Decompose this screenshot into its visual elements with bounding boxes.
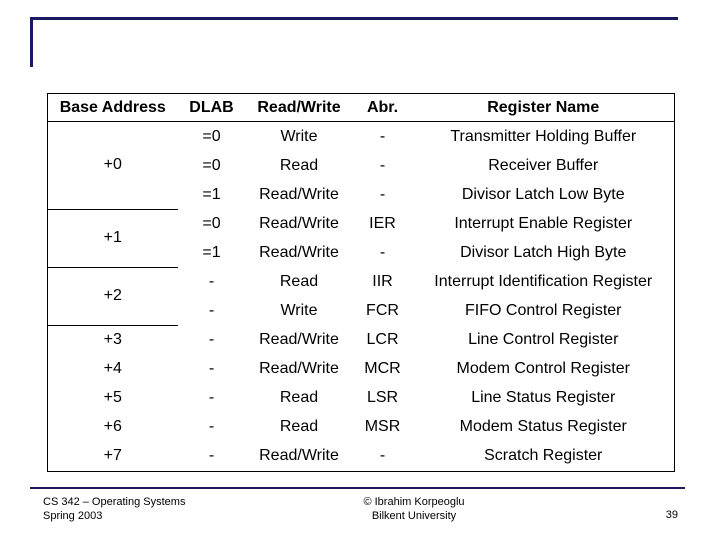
register-name-cell: Divisor Latch Low Byte [461,185,625,203]
abbreviation-cell: - [379,447,386,465]
dlab-cell: =0 [202,156,221,174]
base-address-cell: +4 [103,360,122,378]
register-name-cell: Receiver Buffer [488,156,599,174]
register-name-cell: Divisor Latch High Byte [460,243,627,261]
register-name-cell: Transmitter Holding Buffer [450,127,637,145]
read-write-cell: Read/Write [259,330,339,348]
register-name-cell: FIFO Control Register [465,301,622,319]
column-header-register-name: Register Name [413,94,675,122]
read-write-cell: Read/Write [259,185,339,203]
abbreviation-cell: - [379,127,386,145]
column-header-dlab: DLAB [178,94,246,122]
register-name-cell: Modem Control Register [456,360,630,378]
abbreviation-cell: - [379,156,386,174]
dlab-cell: - [208,272,215,290]
read-write-cell: Read [279,156,319,174]
dlab-cell: - [208,447,215,465]
register-name-cell: Scratch Register [484,447,603,465]
dlab-cell: =1 [202,243,221,261]
footer-course-name: CS 342 – Operating Systems [43,496,186,508]
dlab-cell: - [208,418,215,436]
dlab-cell: - [208,330,215,348]
base-address-cell: +0 [103,156,122,174]
read-write-cell: Read [279,389,319,407]
abbreviation-cell: FCR [366,301,399,319]
register-name-cell: Interrupt Identification Register [434,272,653,290]
register-name-cell: Line Control Register [468,330,619,348]
dlab-cell: - [208,389,215,407]
slide-frame-left-rule [30,17,33,67]
abbreviation-cell: - [379,243,386,261]
dlab-cell: =0 [202,127,221,145]
table-row [48,413,675,442]
abbreviation-cell: MCR [364,360,401,378]
abbreviation-cell: IER [369,214,396,232]
table-header-row [48,94,675,122]
base-address-cell: +6 [103,418,122,436]
footer-author: © Ibrahim Korpeoglu [363,496,465,508]
register-name-cell: Modem Status Register [459,418,627,436]
read-write-cell: Read [279,418,319,436]
abbreviation-cell: LSR [366,389,399,407]
base-address-cell: +2 [48,267,178,325]
read-write-cell: Read/Write [259,243,339,261]
column-header-base-address: Base Address [48,94,178,122]
read-write-cell: Write [280,127,318,145]
abbreviation-cell: MSR [364,418,401,436]
footer-term: Spring 2003 [43,510,103,522]
register-name-cell: Line Status Register [471,389,616,407]
footer-author-info [344,495,484,523]
base-address-cell: +3 [48,325,178,355]
dlab-cell: =0 [202,214,221,232]
base-address-cell: +1 [48,209,178,267]
footer-institution: Bilkent University [371,510,457,522]
base-address-cell: +7 [103,447,122,465]
footer-course-info [43,495,185,523]
dlab-cell: - [208,301,215,319]
table-row [48,209,675,238]
uart-register-table [47,93,675,472]
abbreviation-cell: IIR [372,272,393,290]
register-name-cell: Interrupt Enable Register [454,214,633,232]
table-row [48,267,675,296]
dlab-cell: - [208,360,215,378]
dlab-cell: =1 [202,185,221,203]
table-row [48,384,675,413]
slide-page-number: 39 [665,509,678,521]
table-row [48,355,675,384]
read-write-cell: Read/Write [259,214,339,232]
column-header-read-write: Read/Write [246,94,353,122]
read-write-cell: Read [279,272,319,290]
slide-footer-rule [30,487,685,489]
read-write-cell: Read/Write [259,360,339,378]
table-row [48,325,675,355]
read-write-cell: Read/Write [259,447,339,465]
slide-frame-top-rule [30,17,678,20]
abbreviation-cell: LCR [366,330,399,348]
column-header-abbreviation: Abr. [353,94,413,122]
abbreviation-cell: - [379,185,386,203]
table-row [48,122,675,152]
table-row [48,442,675,472]
base-address-cell: +5 [103,389,122,407]
read-write-cell: Write [280,301,318,319]
